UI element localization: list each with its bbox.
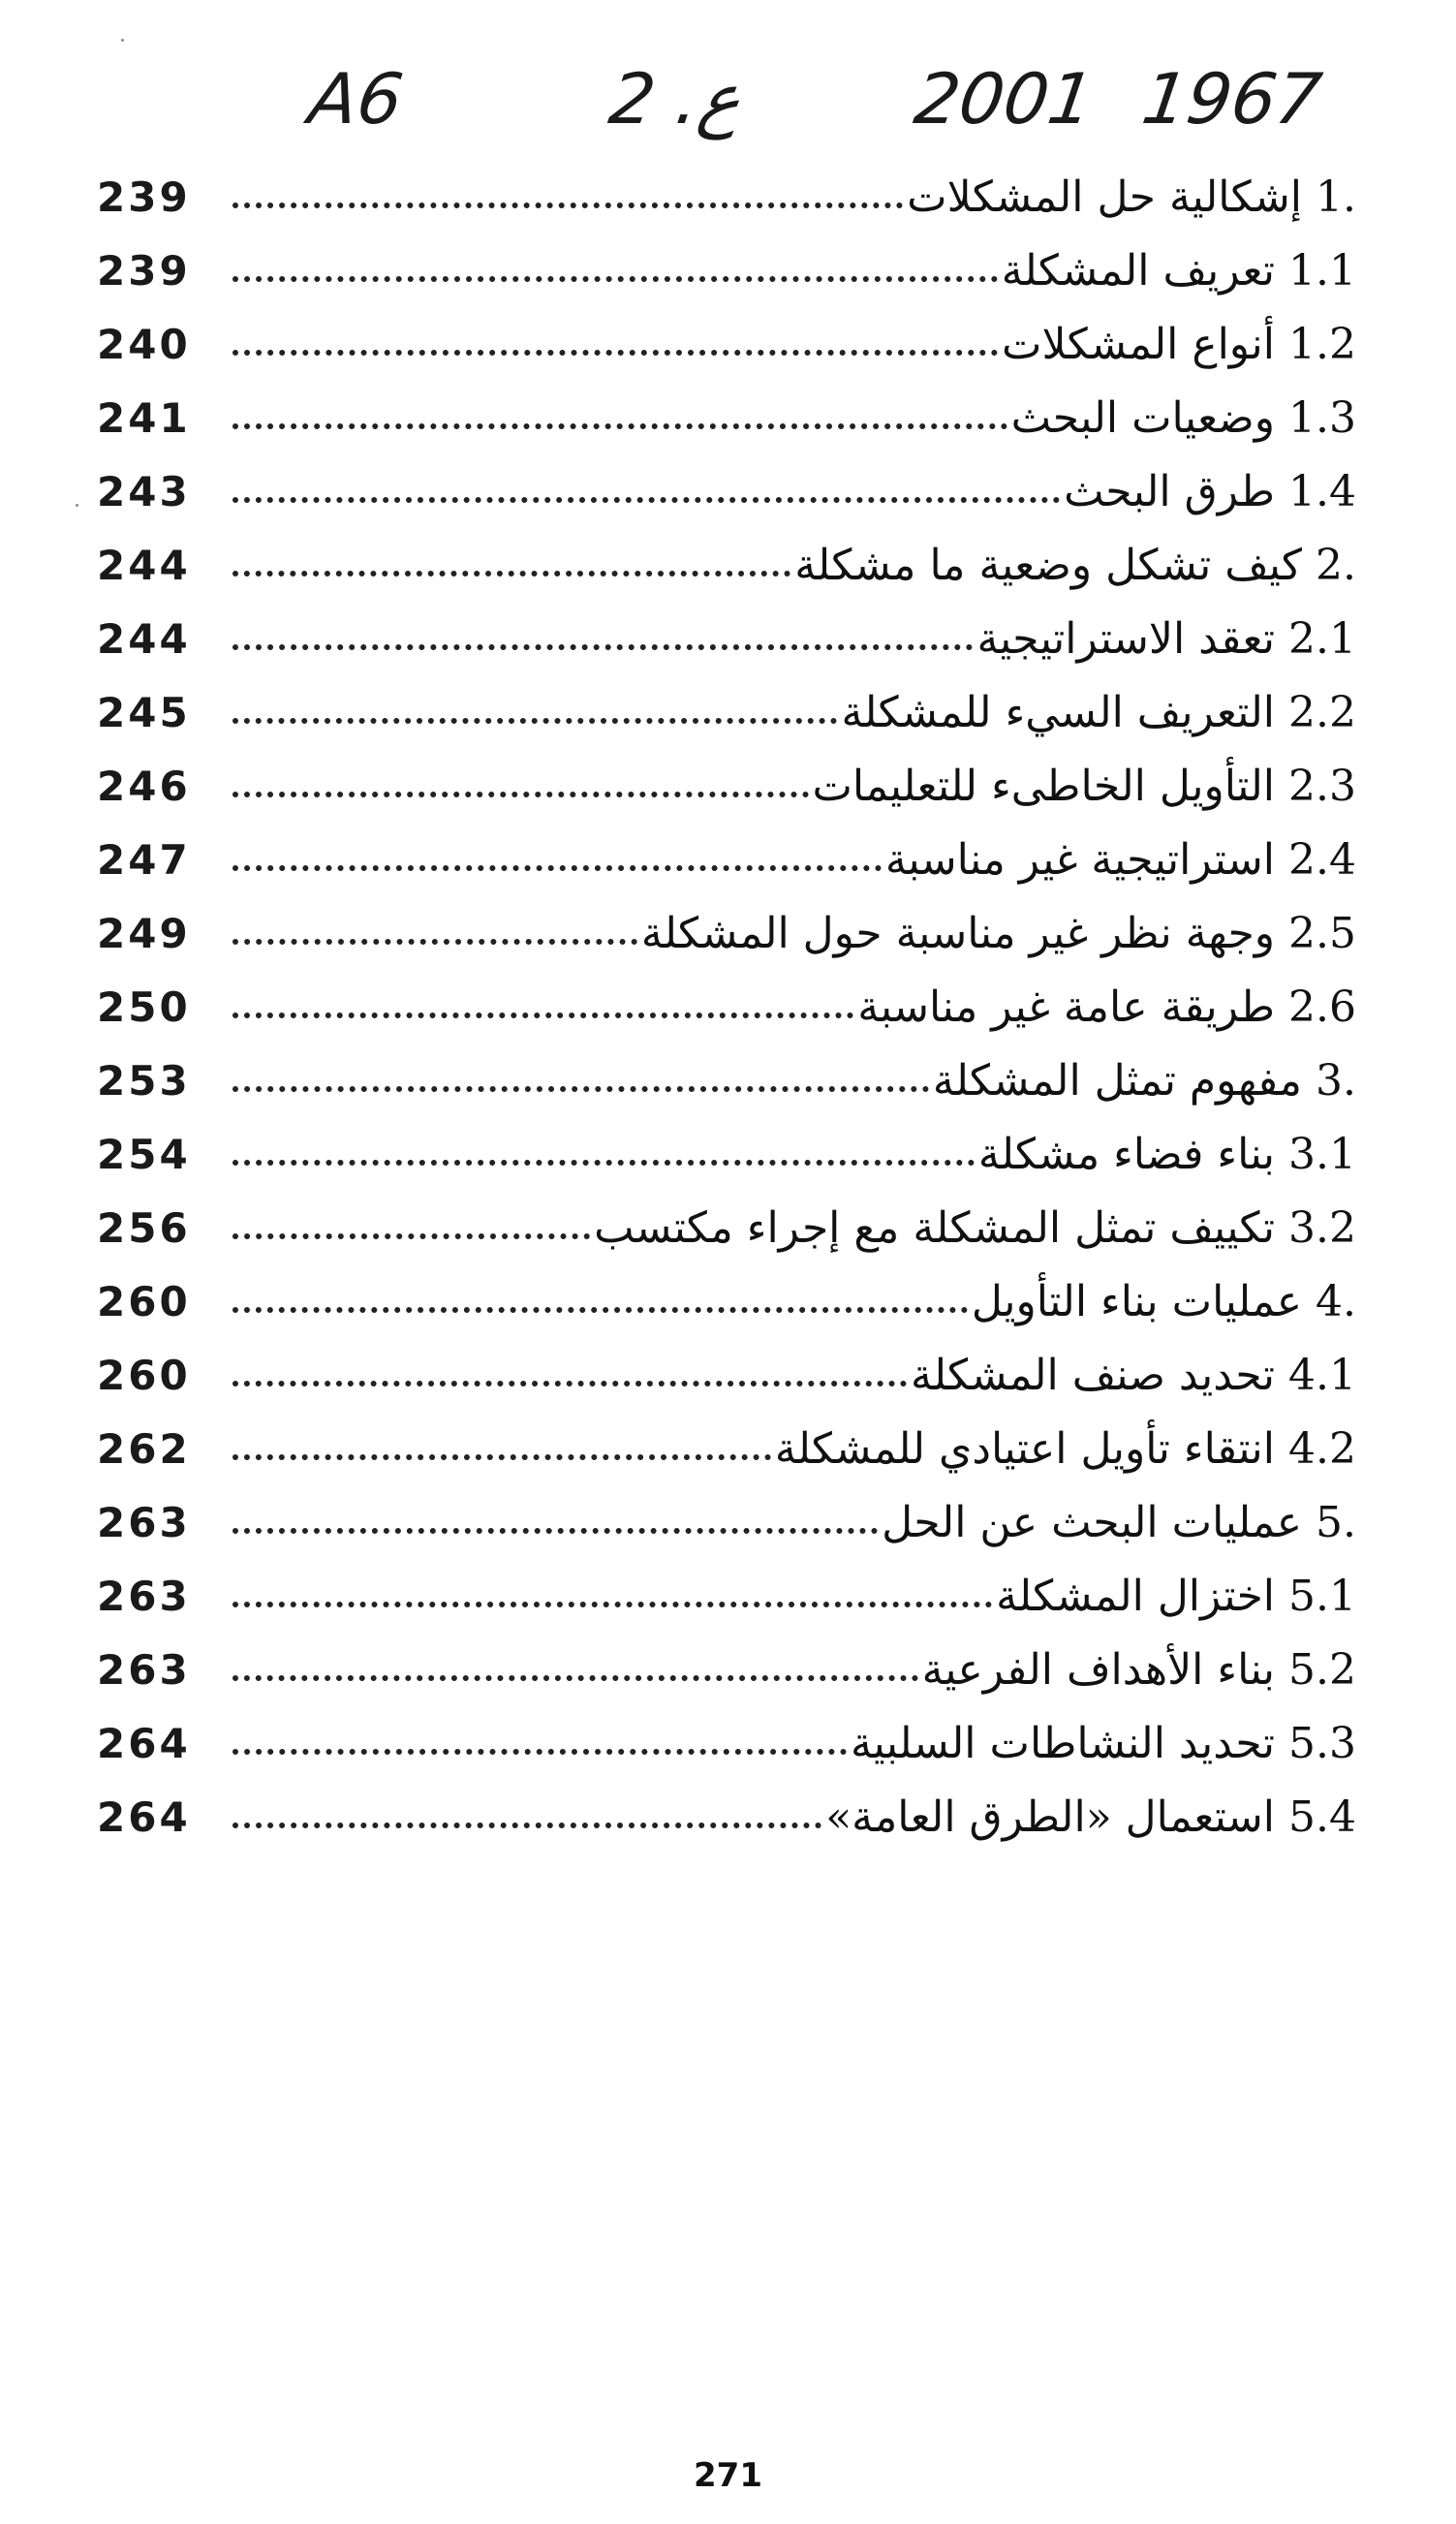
toc-entry [97,602,1356,675]
toc-section-title: طرق البحث [1064,466,1276,516]
toc-entry-label [775,1424,1356,1474]
toc-section-number: 5.3 [1288,1718,1356,1768]
toc-section-number: 1.1 [1288,245,1356,296]
scan-speck [121,39,124,42]
dot-leader [232,423,1007,429]
handwritten-note-3: 2001 [910,58,1100,140]
toc-section-title: تعريف المشكلة [1001,245,1276,296]
toc-page-number: 260 [97,1351,191,1399]
dot-leader [232,1749,847,1755]
toc-entry [97,1117,1356,1191]
toc-entry [97,1412,1356,1485]
toc-page-number: 247 [97,835,191,884]
toc-section-title: كيف تشكل وضعية ما مشكلة [794,540,1303,590]
toc-section-number: 4.2 [1288,1423,1356,1474]
toc-section-title: بناء فضاء مشكلة [977,1129,1276,1179]
handwritten-note-4: 1967 [1137,58,1327,140]
scan-speck [76,504,78,507]
toc-entry [97,454,1356,528]
toc-page-number: 243 [97,467,191,515]
toc-section-title: عمليات البحث عن الحل [882,1497,1303,1547]
toc-section-title: إشكالية حل المشكلات [907,171,1303,222]
toc-section-number: 5. [1316,1497,1356,1547]
toc-entry [97,1706,1356,1780]
toc-entry [97,823,1356,896]
dot-leader [232,792,809,797]
toc-page-number: 241 [97,393,191,442]
toc-entry [97,160,1356,234]
toc-entry-label [882,1498,1356,1547]
toc-page-number: 239 [97,246,191,295]
toc-section-number: 2.4 [1288,834,1356,885]
dot-leader [232,1602,992,1607]
dot-leader [232,1160,975,1166]
toc-entry [97,1044,1356,1117]
toc-entry-label [857,982,1356,1032]
toc-entry-label [972,1277,1356,1326]
toc-entry-label [1064,467,1356,516]
toc-page-number: 254 [97,1130,191,1178]
dot-leader [232,1086,929,1092]
toc-section-title: مفهوم تمثل المشكلة [932,1055,1303,1106]
toc-page-number: 263 [97,1498,191,1546]
dot-leader [232,1381,907,1387]
dot-leader [232,1454,771,1460]
toc-entry-label [907,172,1356,222]
toc-entry [97,234,1356,307]
toc-page-number: 244 [97,614,191,663]
toc-entry [97,1264,1356,1338]
toc-section-title: أنواع المشكلات [1002,319,1276,369]
handwritten-note-2: 2 .ع [604,58,747,140]
toc-entry-label [1011,393,1356,443]
toc-entry [97,675,1356,749]
dot-leader [232,1823,821,1828]
dot-leader [232,1675,918,1681]
toc-entry-label [1002,246,1356,296]
toc-section-title: طريقة عامة غير مناسبة [857,982,1276,1032]
toc-page-number: 249 [97,909,191,957]
dot-leader [232,1013,853,1018]
toc-section-title: وضعيات البحث [1010,392,1276,443]
toc-page-number: 262 [97,1424,191,1473]
toc-entry-label [978,1130,1356,1179]
toc-entry [97,1191,1356,1264]
toc-section-number: 1.3 [1288,392,1356,443]
toc-section-number: 1.4 [1288,466,1356,516]
toc-section-title: تعقد الاستراتيجية [976,613,1276,664]
toc-section-number: 2.6 [1288,982,1356,1032]
toc-entry [97,1633,1356,1706]
toc-section-number: 3. [1316,1055,1356,1106]
dot-leader [232,276,998,282]
toc-page-number: 253 [97,1056,191,1105]
toc-section-number: 5.1 [1288,1571,1356,1621]
toc-section-number: 4.1 [1288,1350,1356,1400]
page-number: 271 [694,2456,762,2495]
toc-section-number: 5.4 [1288,1792,1356,1842]
dot-leader [232,939,637,945]
toc-page-number: 256 [97,1203,191,1252]
toc-section-number: 1.2 [1288,319,1356,369]
toc-section-number: 1. [1316,171,1356,222]
toc-entry-label [841,688,1356,737]
toc-section-title: استراتيجية غير مناسبة [884,834,1276,885]
toc-entry-label [885,835,1356,885]
handwritten-note-1: A6 [304,58,408,140]
toc-section-number: 2. [1316,540,1356,590]
toc-entry-label [933,1056,1356,1106]
toc-entry-label [813,762,1357,811]
toc-page-number: 263 [97,1572,191,1620]
toc-section-title: تحديد النشاطات السلبية [850,1718,1276,1768]
toc-section-title: التأويل الخاطىء للتعليمات [812,761,1276,811]
dot-leader [232,1528,878,1534]
toc-entry [97,1338,1356,1412]
toc-section-number: 2.1 [1288,613,1356,664]
toc-entry-label [976,614,1356,664]
table-of-contents [97,160,1356,1854]
toc-page-number: 239 [97,172,191,221]
toc-section-title: عمليات بناء التأويل [971,1276,1303,1326]
toc-entry [97,1780,1356,1854]
toc-section-title: تكييف تمثل المشكلة مع إجراء مكتسب [594,1202,1276,1253]
toc-entry [97,381,1356,454]
toc-entry-label [996,1572,1356,1621]
toc-entry-label [641,909,1356,958]
toc-entry [97,896,1356,970]
dot-leader [232,571,790,576]
dot-leader [232,718,837,724]
dot-leader [232,1233,590,1239]
toc-page-number: 250 [97,982,191,1031]
toc-section-title: بناء الأهداف الفرعية [921,1644,1276,1695]
toc-entry [97,749,1356,823]
toc-page-number: 263 [97,1645,191,1694]
dot-leader [232,865,882,871]
dot-leader [232,497,1060,503]
toc-entry-label [594,1203,1356,1253]
toc-entry-label [851,1719,1356,1768]
toc-section-title: انتقاء تأويل اعتيادي للمشكلة [774,1423,1276,1474]
toc-page-number: 244 [97,541,191,589]
toc-entry [97,1485,1356,1559]
toc-section-number: 4. [1316,1276,1356,1326]
toc-entry-label [825,1792,1356,1842]
toc-section-number: 3.2 [1288,1202,1356,1253]
dot-leader [232,203,903,208]
toc-page-number: 260 [97,1277,191,1325]
toc-entry [97,307,1356,381]
toc-section-number: 2.2 [1288,687,1356,737]
toc-section-title: استعمال «الطرق العامة» [825,1792,1276,1842]
toc-page-number: 245 [97,688,191,736]
toc-entry-label [911,1351,1356,1400]
toc-page-number: 264 [97,1719,191,1767]
toc-section-number: 3.1 [1288,1129,1356,1179]
toc-entry [97,1559,1356,1633]
dot-leader [232,350,998,356]
dot-leader [232,644,973,650]
toc-section-number: 2.5 [1288,908,1356,958]
toc-section-number: 2.3 [1288,761,1356,811]
toc-section-title: وجهة نظر غير مناسبة حول المشكلة [640,908,1276,958]
toc-section-title: التعريف السيء للمشكلة [841,687,1276,737]
toc-page-number: 240 [97,320,191,368]
toc-entry [97,970,1356,1044]
dot-leader [232,1307,968,1313]
toc-entry-label [922,1645,1356,1695]
toc-page-number: 246 [97,762,191,810]
toc-entry-label [794,541,1356,590]
toc-entry [97,528,1356,602]
toc-page-number: 264 [97,1792,191,1841]
toc-section-title: تحديد صنف المشكلة [910,1350,1276,1400]
toc-section-number: 5.2 [1288,1644,1356,1695]
toc-section-title: اختزال المشكلة [996,1571,1276,1621]
handwritten-annotation [0,58,1456,165]
toc-entry-label [1002,320,1356,369]
